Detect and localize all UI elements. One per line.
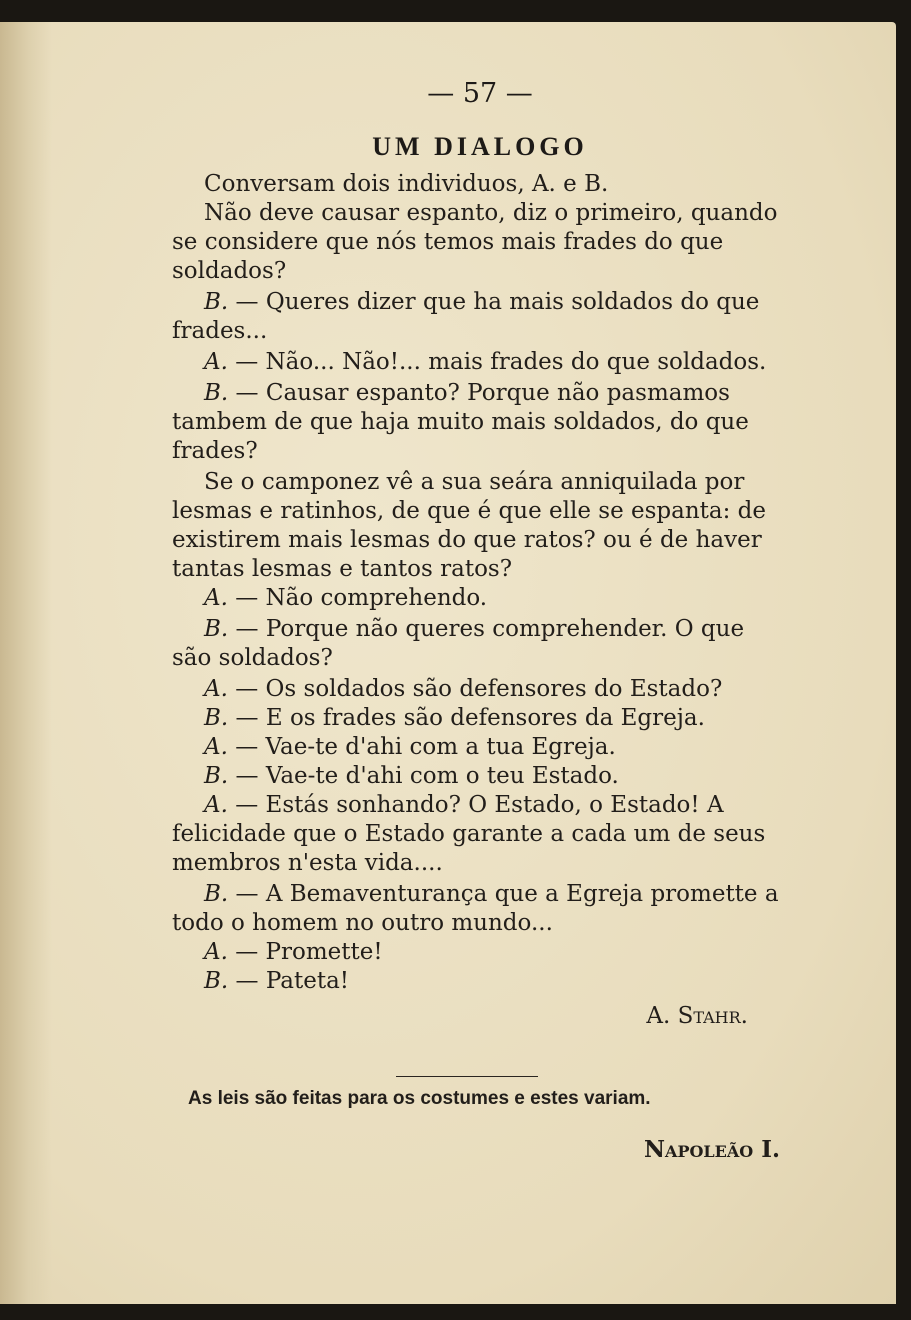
paragraph-15: B. — Pateta! xyxy=(204,968,350,994)
epigraph-quote: As leis são feitas para os costumes e estes variam. xyxy=(188,1088,651,1109)
paragraph-9: B. — E os frades são defensores da Egreja. xyxy=(204,705,705,731)
paragraph-11: B. — Vae-te d'ahi com o teu Estado. xyxy=(204,763,619,789)
paragraph-7: B. — Porque não queres comprehender. O que são soldados? xyxy=(172,616,745,671)
paragraph-0: Conversam dois individuos, A. e B. xyxy=(204,171,609,197)
paragraph-14: A. — Promette! xyxy=(204,939,383,965)
divider-rule xyxy=(396,1076,538,1077)
paragraph-4: B. — Causar espanto? Porque não pasmamos tambem de que haja muito mais soldados, do que frades? xyxy=(172,380,749,464)
paragraph-5: Se o camponez vê a sua seára anniquilada por lesmas e ratinhos, de que é que elle se espanta: de existirem mais lesmas do que ratos? ou é de haver tantas lesmas e tantos ratos? xyxy=(172,469,767,582)
paragraph-10: A. — Vae-te d'ahi com a tua Egreja. xyxy=(204,734,616,760)
author-signature: A. Stahr. xyxy=(646,1003,748,1029)
paragraph-3: A. — Não... Não!... mais frades do que soldados. xyxy=(204,349,767,375)
page-gutter-shadow xyxy=(0,22,52,1304)
article-title: UM DIALOGO xyxy=(372,132,588,161)
paragraph-12: A. — Estás sonhando? O Estado, o Estado! A felicidade que o Estado garante a cada um de seus membros n'esta vida.... xyxy=(172,792,766,876)
paragraph-8: A. — Os soldados são defensores do Estado? xyxy=(204,676,723,702)
quote-author: Napoleão I. xyxy=(644,1136,780,1163)
paragraph-1: Não deve causar espanto, diz o primeiro, quando se considere que nós temos mais frades do que soldados? xyxy=(172,200,778,284)
paragraph-6: A. — Não comprehendo. xyxy=(204,585,488,611)
paragraph-2: B. — Queres dizer que ha mais soldados do que frades... xyxy=(172,289,760,344)
page-number: — 57 — xyxy=(427,78,533,109)
paragraph-13: B. — A Bemaventurança que a Egreja promette a todo o homem no outro mundo... xyxy=(172,881,779,936)
dialogue-body xyxy=(172,170,788,1031)
